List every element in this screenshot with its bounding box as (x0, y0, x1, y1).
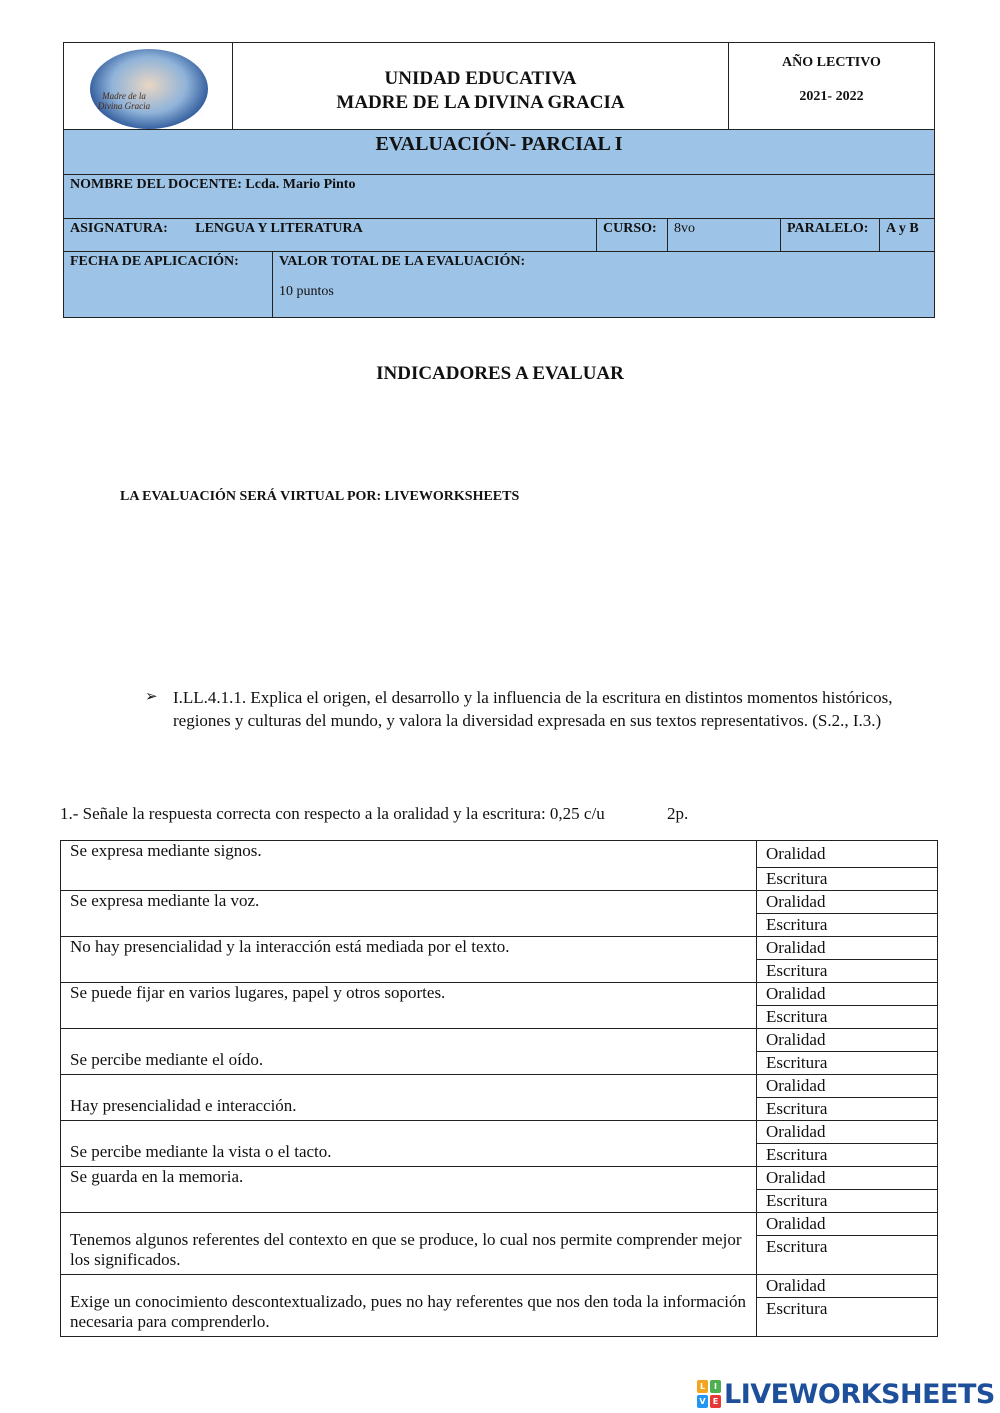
option-escritura[interactable]: Escritura (757, 1098, 938, 1121)
total-label: VALOR TOTAL DE LA EVALUACIÓN: (279, 254, 526, 269)
subject-value: LENGUA Y LITERATURA (195, 221, 363, 236)
year-label: AÑO LECTIVO (782, 55, 881, 70)
brand-tile: E (710, 1395, 721, 1408)
option-escritura[interactable]: Escritura (757, 1144, 938, 1167)
school-line-2: MADRE DE LA DIVINA GRACIA (336, 92, 625, 113)
statement-8: Se guarda en la memoria. (61, 1167, 757, 1213)
option-oralidad[interactable]: Oralidad (757, 937, 938, 960)
indicator-text: I.LL.4.1.1. Explica el origen, el desarrollo y la influencia de la escritura en distintos momentos históricos, regiones y culturas del mundo, y valora la diversidad expresada en sus textos representativos. (S.2., I.3.) (173, 688, 893, 730)
option-escritura[interactable]: Escritura (757, 1190, 938, 1213)
option-escritura[interactable]: Escritura (757, 1052, 938, 1075)
brand-word: LIVEWORKSHEETS (724, 1378, 995, 1410)
liveworksheets-logo-icon (697, 1380, 721, 1408)
option-oralidad[interactable]: Oralidad (757, 1167, 938, 1190)
statement-2: Se expresa mediante la voz. (61, 891, 757, 937)
statement-5: Se percibe mediante el oído. (61, 1029, 757, 1075)
year-value: 2021- 2022 (799, 89, 864, 104)
parallel-value: A y B (880, 219, 935, 253)
virtual-note: LA EVALUACIÓN SERÁ VIRTUAL POR: LIVEWORKSHEETS (120, 489, 520, 504)
option-oralidad[interactable]: Oralidad (757, 841, 938, 868)
logo-cell (64, 43, 233, 130)
option-escritura[interactable]: Escritura (757, 1006, 938, 1029)
school-line-1: UNIDAD EDUCATIVA (384, 68, 577, 89)
statement-1: Se expresa mediante signos. (61, 841, 757, 891)
option-oralidad[interactable]: Oralidad (757, 1029, 938, 1052)
info-table (63, 174, 935, 253)
brand-tile: V (697, 1395, 708, 1408)
option-escritura[interactable]: Escritura (757, 1298, 938, 1337)
option-oralidad[interactable]: Oralidad (757, 1121, 938, 1144)
statement-10: Exige un conocimiento descontextualizado, pues no hay referentes que nos den toda la información necesaria para comprenderlo. (61, 1275, 757, 1337)
option-oralidad[interactable]: Oralidad (757, 1275, 938, 1298)
school-year (729, 43, 935, 130)
total-value: 10 puntos (279, 284, 334, 299)
course-label: CURSO: (597, 219, 668, 253)
option-oralidad[interactable]: Oralidad (757, 1075, 938, 1098)
school-logo (90, 49, 208, 129)
subject-cell (64, 219, 597, 253)
option-escritura[interactable]: Escritura (757, 914, 938, 937)
logo-text: Madre de la Divina Gracia (97, 91, 151, 111)
brand-tile: I (710, 1380, 721, 1393)
option-escritura[interactable]: Escritura (757, 868, 938, 891)
answer-table (60, 840, 938, 1337)
arrow-bullet-icon: ➢ (145, 689, 158, 705)
option-escritura[interactable]: Escritura (757, 1236, 938, 1275)
question-1 (60, 804, 688, 824)
header-table (63, 42, 935, 175)
option-oralidad[interactable]: Oralidad (757, 983, 938, 1006)
brand-tile: L (697, 1380, 708, 1393)
statement-3: No hay presencialidad y la interacción está mediada por el texto. (61, 937, 757, 983)
option-oralidad[interactable]: Oralidad (757, 891, 938, 914)
date-table (63, 251, 935, 318)
course-value: 8vo (668, 219, 781, 253)
eval-title: EVALUACIÓN- PARCIAL I (64, 130, 935, 175)
subject-label: ASIGNATURA: (70, 221, 168, 236)
total-cell (273, 252, 935, 318)
option-oralidad[interactable]: Oralidad (757, 1213, 938, 1236)
statement-4: Se puede fijar en varios lugares, papel y otros soportes. (61, 983, 757, 1029)
statement-6: Hay presencialidad e interacción. (61, 1075, 757, 1121)
statement-7: Se percibe mediante la vista o el tacto. (61, 1121, 757, 1167)
parallel-label: PARALELO: (781, 219, 880, 253)
indicator-item (145, 686, 905, 732)
date-label: FECHA DE APLICACIÓN: (64, 252, 273, 318)
teacher-name: NOMBRE DEL DOCENTE: Lcda. Mario Pinto (64, 175, 935, 219)
indicators-title: INDICADORES A EVALUAR (376, 363, 624, 384)
liveworksheets-brand (697, 1378, 995, 1410)
statement-9: Tenemos algunos referentes del contexto en que se produce, lo cual nos permite comprender mejor los significados. (61, 1213, 757, 1275)
school-name (233, 43, 729, 130)
question-points: 2p. (666, 804, 689, 823)
question-text: 1.- Señale la respuesta correcta con respecto a la oralidad y la escritura: 0,25 c/u (60, 804, 605, 823)
option-escritura[interactable]: Escritura (757, 960, 938, 983)
